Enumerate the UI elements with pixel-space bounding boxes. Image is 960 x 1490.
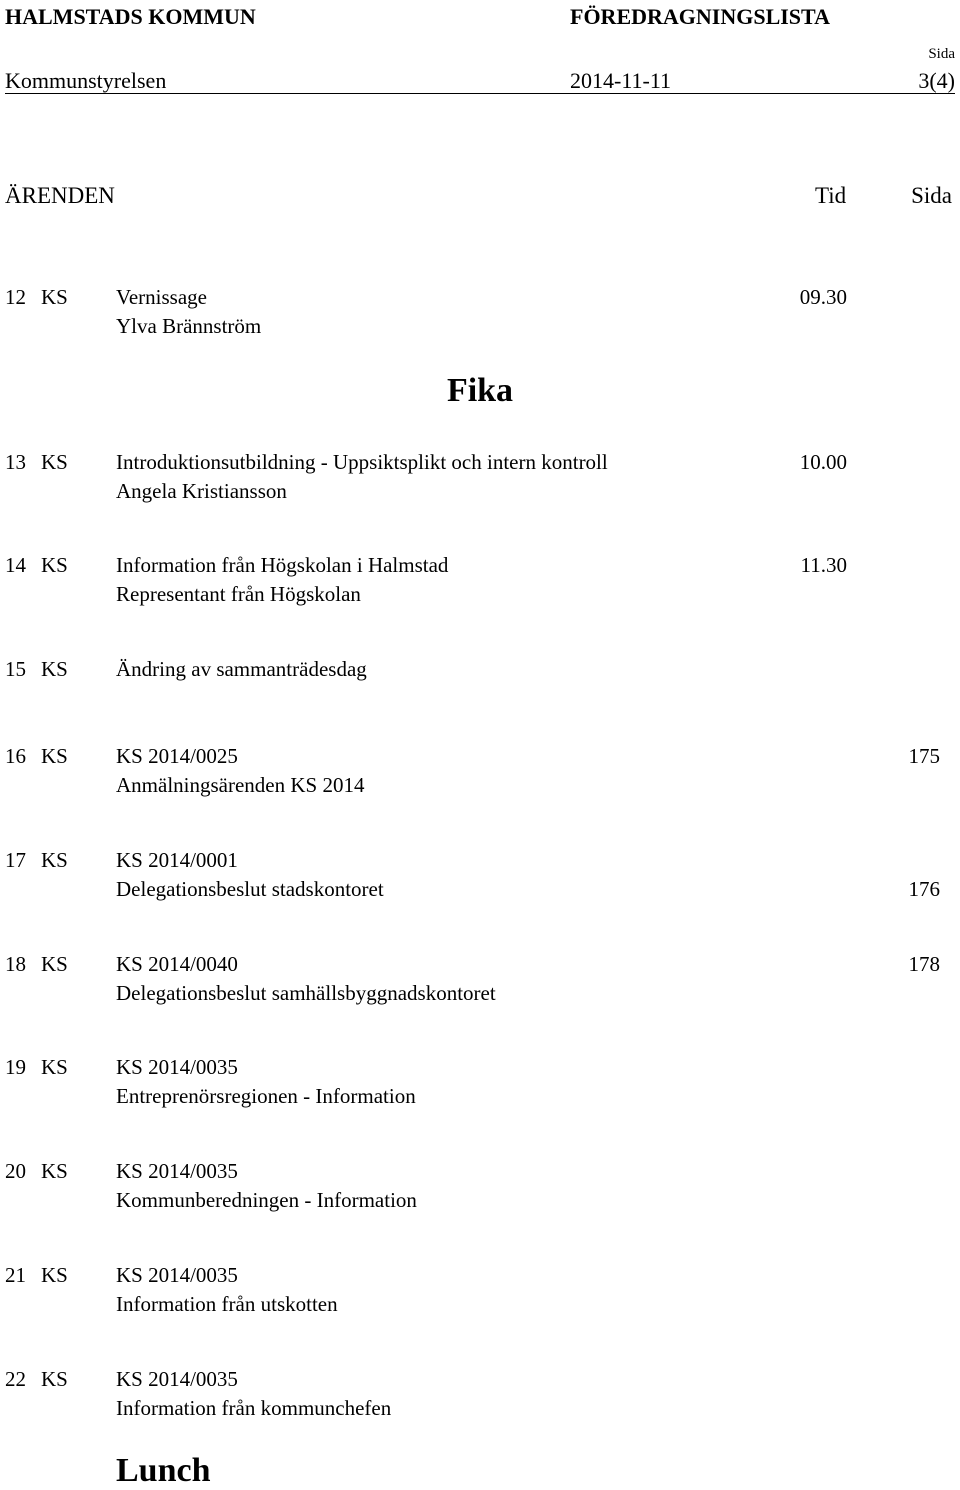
item-code: KS (41, 848, 68, 872)
item-title: KS 2014/0035 (116, 1263, 238, 1287)
section-title: ÄRENDEN (5, 183, 115, 208)
item-time: 10.00 (799, 450, 847, 474)
item-title: KS 2014/0035 (116, 1159, 238, 1183)
item-code: KS (41, 657, 68, 681)
column-time-header: Tid (815, 183, 847, 208)
item-title: KS 2014/0001 (116, 848, 238, 872)
item-number: 12 (5, 285, 26, 309)
item-page: 175 (908, 744, 940, 768)
item-code: KS (41, 1263, 68, 1287)
item-code: KS (41, 952, 68, 976)
item-title: Introduktionsutbildning - Uppsiktsplikt och intern kontroll (116, 450, 608, 474)
item-subtitle: Information från utskotten (116, 1292, 338, 1316)
item-code: KS (41, 1055, 68, 1079)
item-code: KS (41, 285, 68, 309)
item-title: Vernissage (116, 285, 207, 309)
column-page-header: Sida (911, 183, 952, 208)
item-number: 14 (5, 553, 26, 577)
item-number: 21 (5, 1263, 26, 1287)
item-number: 20 (5, 1159, 26, 1183)
item-title: Ändring av sammanträdesdag (116, 657, 367, 681)
page-number: 3(4) (918, 68, 955, 93)
item-number: 15 (5, 657, 26, 681)
item-title: KS 2014/0035 (116, 1055, 238, 1079)
item-code: KS (41, 1159, 68, 1183)
item-subtitle: Angela Kristiansson (116, 479, 287, 503)
meeting-date: 2014-11-11 (570, 68, 672, 93)
item-subtitle: Representant från Högskolan (116, 582, 361, 606)
item-number: 18 (5, 952, 26, 976)
committee-name: Kommunstyrelsen (5, 68, 167, 93)
item-subtitle: Delegationsbeslut stadskontoret (116, 877, 384, 901)
item-code: KS (41, 744, 68, 768)
item-subtitle: Information från kommunchefen (116, 1396, 392, 1420)
item-page: 176 (908, 877, 940, 901)
item-number: 16 (5, 744, 26, 768)
item-number: 17 (5, 848, 26, 872)
item-subtitle: Entreprenörsregionen - Information (116, 1084, 416, 1108)
item-subtitle: Anmälningsärenden KS 2014 (116, 773, 365, 797)
item-title: KS 2014/0035 (116, 1367, 238, 1391)
document-type: FÖREDRAGNINGSLISTA (570, 4, 830, 29)
item-code: KS (41, 1367, 68, 1391)
item-time: 09.30 (799, 285, 847, 309)
item-time: 11.30 (800, 553, 847, 577)
item-subtitle: Delegationsbeslut samhällsbyggnadskontoret (116, 981, 496, 1005)
header-rule (5, 93, 955, 94)
org-name: HALMSTADS KOMMUN (5, 4, 256, 29)
item-subtitle: Kommunberedningen - Information (116, 1188, 417, 1212)
item-number: 19 (5, 1055, 26, 1079)
item-subtitle: Ylva Brännström (116, 314, 262, 338)
item-code: KS (41, 450, 68, 474)
item-page: 178 (908, 952, 940, 976)
break-lunch: Lunch (116, 1452, 211, 1489)
item-title: Information från Högskolan i Halmstad (116, 553, 449, 577)
item-code: KS (41, 553, 68, 577)
item-title: KS 2014/0040 (116, 952, 238, 976)
break-fika: Fika (446, 372, 514, 409)
item-number: 13 (5, 450, 26, 474)
item-title: KS 2014/0025 (116, 744, 238, 768)
item-number: 22 (5, 1367, 26, 1391)
page-label: Sida (928, 46, 955, 62)
